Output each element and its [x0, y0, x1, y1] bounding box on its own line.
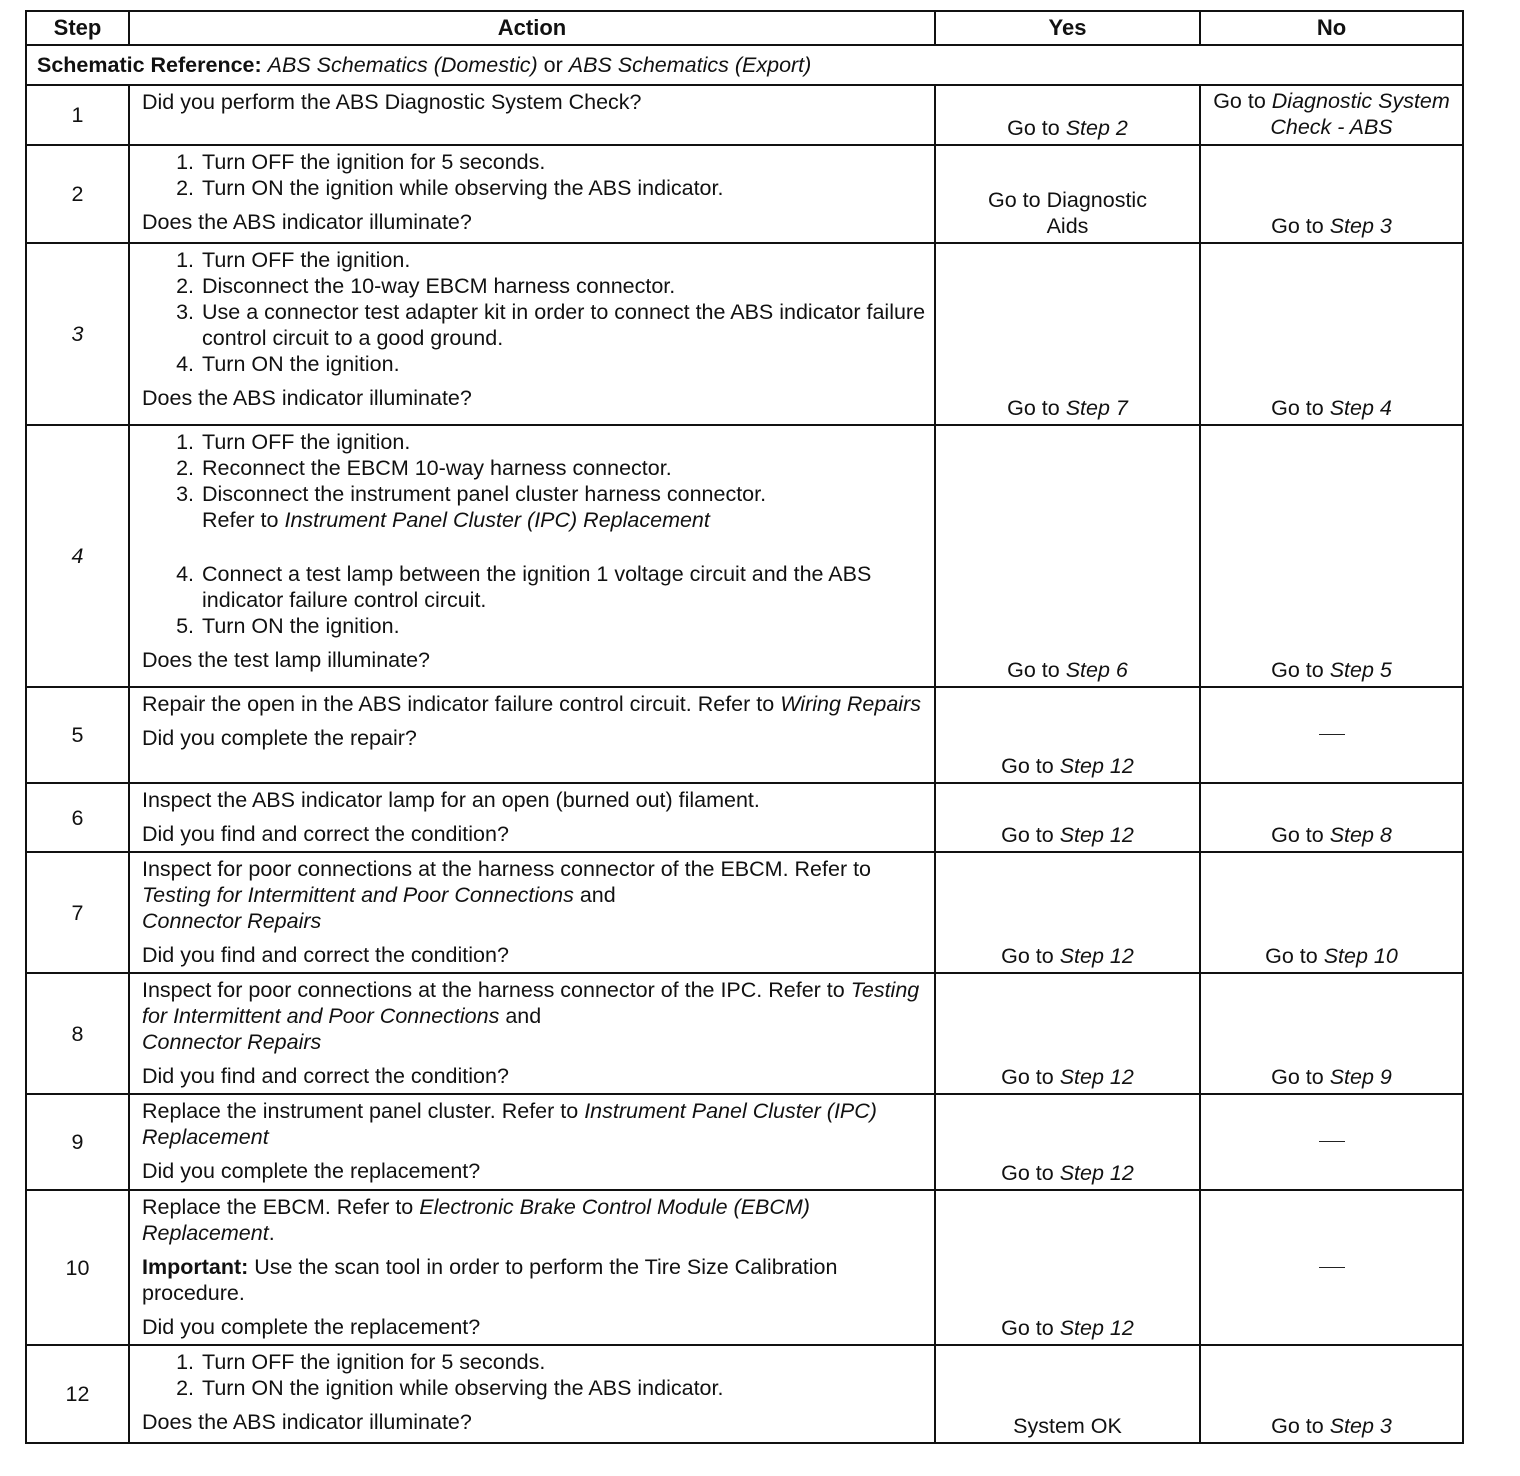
step-number: 7	[26, 852, 129, 973]
wiring-repairs-link[interactable]: Wiring Repairs	[780, 692, 921, 716]
table-row	[26, 687, 1463, 783]
list-item: 4. Connect a test lamp between the ignition 1 voltage circuit and the ABS indicator failure control circuit.	[200, 561, 928, 613]
action-cell	[129, 145, 935, 243]
no-step-link[interactable]: Step 8	[1329, 823, 1392, 847]
table-row	[26, 425, 1463, 687]
yes-step-link[interactable]: Step 12	[1059, 823, 1134, 847]
action-question: Did you complete the repair?	[142, 726, 417, 750]
header-row	[26, 11, 1463, 45]
action-question: Did you find and correct the condition?	[142, 1064, 509, 1088]
connector-repairs-link[interactable]: Connector Repairs	[142, 909, 322, 933]
action-cell	[129, 852, 935, 973]
table-row	[26, 1345, 1463, 1443]
yes-step-link[interactable]: Step 12	[1059, 1316, 1134, 1340]
table-row	[26, 1190, 1463, 1345]
go-to-text: Go to	[1271, 214, 1324, 238]
yes-cell	[935, 85, 1200, 145]
action-question: Did you perform the ABS Diagnostic System Check?	[142, 90, 642, 114]
table-row	[26, 85, 1463, 145]
go-to-text: Go to	[1001, 1065, 1054, 1089]
action-steps	[142, 247, 928, 377]
go-to-text: Go to	[1271, 1414, 1324, 1438]
no-cell	[1200, 1345, 1463, 1443]
step-number: 6	[26, 783, 129, 852]
no-step-link[interactable]: Step 3	[1329, 1414, 1392, 1438]
no-cell	[1200, 243, 1463, 425]
action-question: Did you find and correct the condition?	[142, 943, 509, 967]
yes-step-link[interactable]: Step 12	[1059, 754, 1134, 778]
action-instruction: Replace the EBCM. Refer to	[142, 1195, 414, 1219]
no-cell	[1200, 783, 1463, 852]
yes-cell	[935, 852, 1200, 973]
action-cell	[129, 1345, 935, 1443]
no-step-link[interactable]: Step 4	[1329, 396, 1392, 420]
action-cell	[129, 1094, 935, 1190]
yes-cell	[935, 425, 1200, 687]
no-step-link[interactable]: Diagnostic System Check - ABS	[1270, 89, 1450, 139]
step-number: 4	[26, 425, 129, 687]
important-text: Use the scan tool in order to perform the Tire Size Calibration procedure.	[142, 1255, 838, 1305]
schematic-ref-domestic[interactable]: ABS Schematics (Domestic)	[267, 53, 538, 77]
yes-cell	[935, 1094, 1200, 1190]
go-to-text: Go to	[1001, 823, 1054, 847]
yes-step-link[interactable]: Step 6	[1065, 658, 1128, 682]
list-item: 1. Turn OFF the ignition.	[200, 247, 928, 273]
step-number: 8	[26, 973, 129, 1094]
action-text	[142, 856, 928, 934]
diagnostic-table	[25, 10, 1464, 1444]
go-to-text: Go to	[1001, 1161, 1054, 1185]
go-to-text: Go to	[1265, 944, 1318, 968]
yes-step-link[interactable]: Step 12	[1059, 1161, 1134, 1185]
action-question: Did you complete the replacement?	[142, 1159, 481, 1183]
action-cell	[129, 243, 935, 425]
list-item: 2. Turn ON the ignition while observing the ABS indicator.	[200, 175, 928, 201]
yes-step-link[interactable]: System OK	[1013, 1414, 1122, 1438]
action-cell	[129, 973, 935, 1094]
action-text	[142, 691, 928, 717]
go-to-text: Go to	[1001, 754, 1054, 778]
no-step-link[interactable]: Step 5	[1329, 658, 1392, 682]
no-cell	[1200, 85, 1463, 145]
important-label: Important:	[142, 1255, 249, 1279]
yes-step-link[interactable]: Step 7	[1065, 396, 1128, 420]
action-text	[142, 1194, 928, 1246]
list-item: 5. Turn ON the ignition.	[200, 613, 928, 639]
no-step-link[interactable]: Step 9	[1329, 1065, 1392, 1089]
table-row	[26, 783, 1463, 852]
header-action: Action	[129, 11, 935, 45]
testing-intermittent-link[interactable]: Testing for Intermittent and Poor Connections	[142, 978, 920, 1028]
table-row	[26, 145, 1463, 243]
step-number: 5	[26, 687, 129, 783]
list-item: 2. Turn ON the ignition while observing the ABS indicator.	[200, 1375, 928, 1401]
yes-cell	[935, 243, 1200, 425]
action-question: Does the ABS indicator illuminate?	[142, 386, 472, 410]
action-question: Does the test lamp illuminate?	[142, 648, 431, 672]
go-to-text: Go to	[1271, 658, 1324, 682]
yes-cell	[935, 145, 1200, 243]
no-cell	[1200, 145, 1463, 243]
no-step-link[interactable]: Step 3	[1329, 214, 1392, 238]
action-question: Does the ABS indicator illuminate?	[142, 210, 472, 234]
step-number: 12	[26, 1345, 129, 1443]
schematic-row	[26, 45, 1463, 85]
table-row	[26, 852, 1463, 973]
list-item: 2. Reconnect the EBCM 10-way harness connector.	[200, 455, 928, 481]
action-text	[142, 1098, 928, 1150]
yes-cell	[935, 1190, 1200, 1345]
go-to-text: Go to	[1007, 658, 1060, 682]
no-cell	[1200, 1094, 1463, 1190]
action-question: Does the ABS indicator illuminate?	[142, 1410, 472, 1434]
period-text: .	[268, 1221, 275, 1245]
action-steps	[142, 149, 928, 201]
em-dash-icon	[1319, 734, 1345, 735]
em-dash-icon	[1319, 1141, 1345, 1142]
header-yes: Yes	[935, 11, 1200, 45]
go-to-text: Go to	[1213, 89, 1266, 113]
step-number: 1	[26, 85, 129, 145]
list-item: 2. Disconnect the 10-way EBCM harness connector.	[200, 273, 928, 299]
yes-cell	[935, 973, 1200, 1094]
em-dash-icon	[1319, 1267, 1345, 1268]
yes-cell	[935, 1345, 1200, 1443]
testing-intermittent-link[interactable]: Testing for Intermittent and Poor Connections	[142, 883, 574, 907]
go-to-text: Go to	[1001, 944, 1054, 968]
list-item: 1. Turn OFF the ignition.	[200, 429, 928, 455]
table-row	[26, 243, 1463, 425]
table-row	[26, 1094, 1463, 1190]
yes-cell	[935, 783, 1200, 852]
yes-step-link[interactable]: Step 2	[1065, 116, 1128, 140]
schematic-label: Schematic Reference:	[37, 53, 262, 77]
action-cell	[129, 1190, 935, 1345]
no-step-link[interactable]: Step 10	[1323, 944, 1398, 968]
yes-step-link[interactable]: Step 12	[1059, 944, 1134, 968]
action-cell	[129, 425, 935, 687]
action-instruction: Repair the open in the ABS indicator failure control circuit. Refer to	[142, 692, 775, 716]
go-to-text: Go to	[1271, 396, 1324, 420]
action-instruction: Inspect for poor connections at the harness connector of the EBCM. Refer to	[142, 857, 872, 881]
list-item: 1. Turn OFF the ignition for 5 seconds.	[200, 1349, 928, 1375]
list-item: 4. Turn ON the ignition.	[200, 351, 928, 377]
action-steps	[142, 429, 928, 639]
action-instruction: Replace the instrument panel cluster. Refer to	[142, 1099, 579, 1123]
action-instruction: Inspect for poor connections at the harness connector of the IPC. Refer to	[142, 978, 845, 1002]
ebcm-replacement-link[interactable]: Electronic Brake Control Module (EBCM) Replacement	[142, 1195, 810, 1245]
go-to-text: Go to	[1007, 396, 1060, 420]
schematic-reference	[26, 45, 1463, 85]
header-step: Step	[26, 11, 129, 45]
table-row	[26, 973, 1463, 1094]
yes-step-link[interactable]: Go to Diagnostic Aids	[988, 188, 1147, 238]
header-no: No	[1200, 11, 1463, 45]
connector-repairs-link[interactable]: Connector Repairs	[142, 1030, 322, 1054]
no-cell	[1200, 425, 1463, 687]
action-steps	[142, 1349, 928, 1401]
and-text: and	[505, 1004, 542, 1028]
step-number: 2	[26, 145, 129, 243]
list-item: 1. Turn OFF the ignition for 5 seconds.	[200, 149, 928, 175]
go-to-text: Go to	[1001, 1316, 1054, 1340]
step-number: 10	[26, 1190, 129, 1345]
no-cell	[1200, 852, 1463, 973]
action-cell	[129, 783, 935, 852]
action-text: Inspect the ABS indicator lamp for an open (burned out) filament.	[142, 788, 760, 812]
no-cell	[1200, 687, 1463, 783]
step-number: 9	[26, 1094, 129, 1190]
no-cell	[1200, 973, 1463, 1094]
no-cell	[1200, 1190, 1463, 1345]
and-text: and	[579, 883, 616, 907]
important-note	[142, 1254, 928, 1306]
action-cell	[129, 85, 935, 145]
list-item	[200, 481, 928, 533]
refer-to-text: Refer to	[202, 508, 279, 532]
ipc-replacement-link[interactable]: Instrument Panel Cluster (IPC) Replacement	[284, 508, 710, 532]
go-to-text: Go to	[1007, 116, 1060, 140]
ipc-replacement-link[interactable]: Instrument Panel Cluster (IPC) Replacement	[142, 1099, 877, 1149]
list-item: 3. Use a connector test adapter kit in order to connect the ABS indicator failure control circuit to a good ground.	[200, 299, 928, 351]
yes-step-link[interactable]: Step 12	[1059, 1065, 1134, 1089]
action-question: Did you find and correct the condition?	[142, 822, 509, 846]
yes-cell	[935, 687, 1200, 783]
action-cell	[129, 687, 935, 783]
action-question: Did you complete the replacement?	[142, 1315, 481, 1339]
schematic-or: or	[543, 53, 563, 77]
go-to-text: Go to	[1271, 1065, 1324, 1089]
step-number: 3	[26, 243, 129, 425]
action-text	[142, 977, 928, 1055]
list-item-text: Disconnect the instrument panel cluster harness connector.	[202, 482, 767, 506]
go-to-text: Go to	[1271, 823, 1324, 847]
schematic-ref-export[interactable]: ABS Schematics (Export)	[568, 53, 812, 77]
